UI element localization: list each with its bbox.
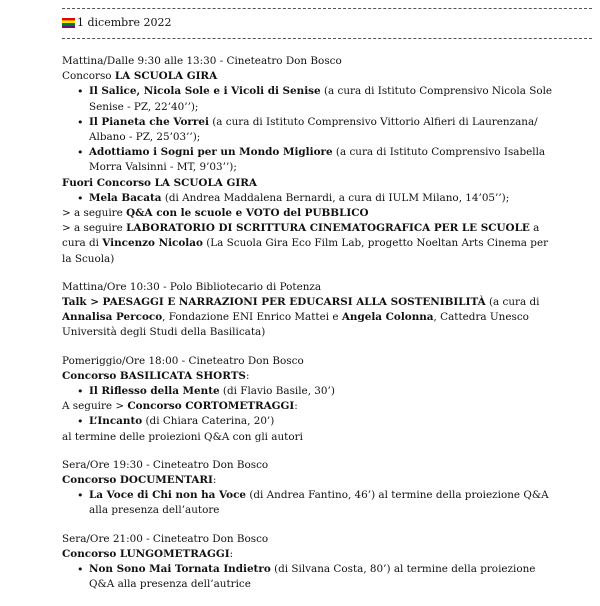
list-item: • Il Pianeta che Vorrei (a cura di Istituto Comprensivo Vittorio Alfieri di Laurenzana/ Albano - PZ, 25’03’’);: [62, 115, 582, 145]
section-evening-lungometraggi: [62, 532, 582, 593]
film-title: Mela Bacata: [89, 191, 162, 204]
talk-heading: Talk > PAESAGGI E NARRAZIONI PER EDUCARSI ALLA SOSTENIBILITÀ (a cura di: [62, 296, 540, 309]
top-divider: [62, 8, 592, 9]
film-list: [62, 191, 582, 206]
rainbow-flag-icon: [62, 18, 75, 28]
list-item: • Il Salice, Nicola Sole e i Vicoli di Senise (a cura di Istituto Comprensivo Nicola Sole Senise - PZ, 22’40’’);: [62, 84, 582, 114]
list-item: • La Voce di Chi non ha Voce (di Andrea Fantino, 46’) al termine della proiezione Q&A alla presenza dell’autore: [62, 488, 582, 518]
bottom-divider: [62, 38, 592, 39]
film-title: L’Incanto: [89, 415, 143, 428]
concorso-heading: Concorso LA SCUOLA GIRA: [62, 70, 218, 83]
film-title: Adottiamo i Sogni per un Mondo Migliore: [89, 146, 333, 159]
film-list: [62, 414, 582, 429]
film-list: [62, 84, 582, 175]
film-title: Non Sono Mai Tornata Indietro: [89, 563, 271, 576]
concorso-heading: Concorso DOCUMENTARI:: [62, 474, 217, 487]
section-time: Pomeriggio/Ore 18:00 - Cineteatro Don Bosco: [62, 354, 304, 367]
film-list: [62, 384, 582, 399]
section-time: Mattina/Ore 10:30 - Polo Bibliotecario di Potenza: [62, 280, 322, 293]
date-header: [62, 14, 171, 32]
film-list: [62, 562, 582, 592]
list-item: • Adottiamo i Sogni per un Mondo Migliore (a cura di Istituto Comprensivo Isabella Morra Valsinni - MT, 9’03’’);: [62, 145, 582, 175]
section-time: Sera/Ore 19:30 - Cineteatro Don Bosco: [62, 458, 269, 471]
followup-qa: > a seguire Q&A con le scuole e VOTO del PUBBLICO: [62, 207, 369, 220]
list-item: • L’Incanto (di Chiara Caterina, 20’): [62, 414, 582, 429]
film-list: [62, 488, 582, 518]
film-title: La Voce di Chi non ha Voce: [89, 489, 247, 502]
date-text: 1 dicembre 2022: [77, 16, 172, 30]
list-item: • Mela Bacata (di Andrea Maddalena Bernardi, a cura di IULM Milano, 14’05’’);: [62, 191, 582, 206]
section-afternoon-shorts: Pomeriggio/Ore 18:00 - Cineteatro Don Bosco Concorso BASILICATA SHORTS: • Il Riflesso della Mente (di Flavio Basile, 30’) A seguire > Concorso CORTOMETRAGGI: • L’Incanto (di Chiara Caterina, 20’) al termine delle proiezioni Q&A con gli autori: [62, 354, 582, 445]
section-morning-talk: Mattina/Ore 10:30 - Polo Bibliotecario di Potenza Talk > PAESAGGI E NARRAZIONI PER EDUCARSI ALLA SOSTENIBILITÀ (a cura di Annalisa Percoco, Fondazione ENI Enrico Mattei e Angela Colonna, Cattedra Unesco Università degli Studi della Basilicata): [62, 280, 582, 341]
flag-stripe: [62, 26, 75, 28]
list-item: • Non Sono Mai Tornata Indietro (di Silvana Costa, 80’) al termine della proiezione Q&A alla presenza dell’autrice: [62, 562, 582, 592]
film-title: Il Riflesso della Mente: [89, 385, 220, 398]
section-time: Sera/Ore 21:00 - Cineteatro Don Bosco: [62, 532, 269, 545]
followup-laboratorio: > a seguire LABORATORIO DI SCRITTURA CINEMATOGRAFICA PER LE SCUOLE a: [62, 222, 540, 235]
section-time: Mattina/Dalle 9:30 alle 13:30 - Cineteatro Don Bosco: [62, 55, 342, 67]
concorso-heading: Concorso BASILICATA SHORTS:: [62, 369, 250, 382]
list-item: • Il Riflesso della Mente (di Flavio Basile, 30’): [62, 384, 582, 399]
fuori-concorso-heading: Fuori Concorso LA SCUOLA GIRA: [62, 176, 257, 189]
film-title: Il Salice, Nicola Sole e i Vicoli di Senise: [89, 85, 321, 98]
concorso-heading: Concorso LUNGOMETRAGGI:: [62, 547, 234, 560]
program-content: [62, 54, 582, 606]
section-evening-documentari: [62, 458, 582, 519]
film-title: Il Pianeta che Vorrei: [89, 115, 209, 128]
section-morning-scuola-gira: Mattina/Dalle 9:30 alle 13:30 - Cineteatro Don Bosco Concorso LA SCUOLA GIRA • Il Salice, Nicola Sole e i Vicoli di Senise (a cura di Istituto Comprensivo Nicola Sole Senise - PZ, 22’40’’); • Il Pianeta che Vorrei (a cura di Istituto Comprensivo Vittorio Alfieri di Laurenzana/ Albano - PZ, 25’03’’); • Adottiamo i Sogni per un Mondo Migliore (a cura di Istituto Comprensivo Isabella Morra Valsinni - MT, 9’03’’); Fuori Concorso LA SCUOLA GIRA • Mela Bacata (di Andrea Maddalena Bernardi, a cura di IULM Milano, 14’05’’); > a seguire Q&A con le scuole e VOTO del PUBBLICO > a seguire LABORATORIO DI SCRITTURA CINEMATOGRAFICA PER LE SCUOLE a cura di Vincenzo Nicolao (La Scuola Gira Eco Film Lab, progetto Noeltan Arts Cinema per la Scuola): [62, 54, 582, 267]
